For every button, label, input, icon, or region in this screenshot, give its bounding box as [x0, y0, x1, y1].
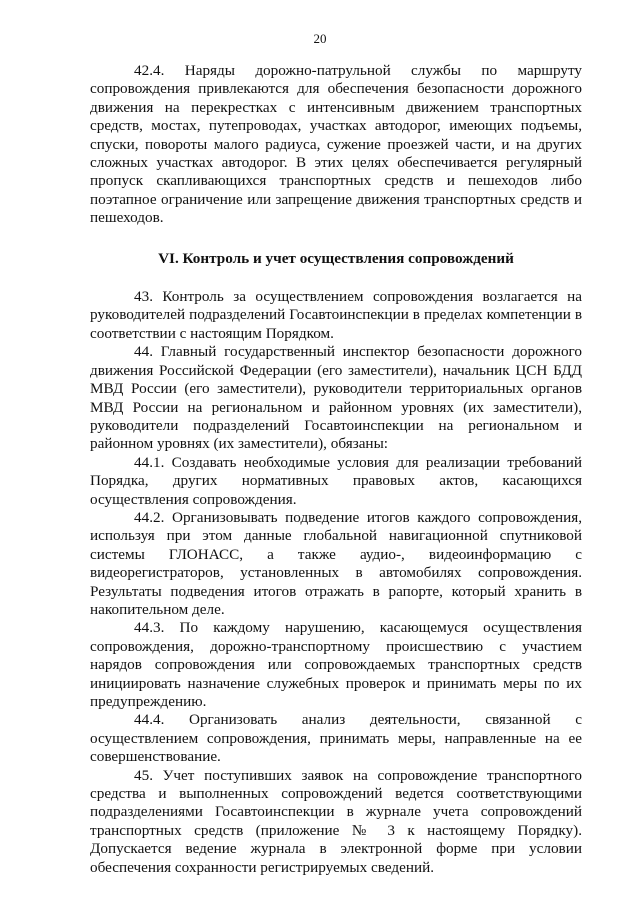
paragraph-44: 44. Главный государственный инспектор безопасности дорожного движения Российской Федерации (его заместители), начальник ЦСН БДД МВД России (его заместители), руководители территориальных органов МВД России на региональном и районном уровнях (их заместители), руководители подразделений Госавтоинспекции на региональном и районном уровнях (их заместители), обязаны:	[90, 343, 582, 453]
paragraph-42-4: 42.4. Наряды дорожно-патрульной службы по маршруту сопровождения привлекаются для обеспечения безопасности дорожного движения на перекрестках с интенсивным движением транспортных средств, мостах, путепроводах, участках автодорог, имеющих подъемы, спуски, повороты малого радиуса, сужение проезжей части, и на других сложных участках автодорог. В этих целях обеспечивается регулярный пропуск скапливающихся транспортных средств и пешеходов либо поэтапное ограничение или запрещение движения транспортных средств и пешеходов.	[90, 62, 582, 227]
paragraph-45: 45. Учет поступивших заявок на сопровождение транспортного средства и выполненных сопровождений ведется соответствующими подразделениями Госавтоинспекции в журнале учета сопровождений транспортных средств (приложение № 3 к настоящему Порядку). Допускается ведение журнала в электронной форме при условии обеспечения сохранности регистрируемых сведений.	[90, 766, 582, 876]
paragraph-44-4: 44.4. Организовать анализ деятельности, связанной с осуществлением сопровождения, принимать меры, направленные на ее совершенствование.	[90, 711, 582, 766]
paragraph-43: 43. Контроль за осуществлением сопровождения возлагается на руководителей подразделений Госавтоинспекции в пределах компетенции в соответствии с настоящим Порядком.	[90, 288, 582, 342]
paragraph-44-1: 44.1. Создавать необходимые условия для реализации требований Порядка, других нормативных правовых актов, касающихся осуществления сопровождения.	[90, 453, 582, 508]
section-heading: VI. Контроль и учет осуществления сопровождений	[158, 249, 514, 267]
page-number: 20	[313, 31, 327, 46]
paragraph-44-2: 44.2. Организовывать подведение итогов каждого сопровождения, используя при этом данные глобальной навигационной спутниковой системы ГЛОНАСС, а также аудио-, видеоинформацию с видеорегистраторов, установленных в автомобилях сопровождения. Результаты подведения итогов отражать в рапорте, который хранить в накопительном деле.	[90, 508, 582, 618]
paragraph-44-3: 44.3. По каждому нарушению, касающемуся осуществления сопровождения, дорожно-транспортному происшествию с участием нарядов сопровождения или сопровождаемых транспортных средств инициировать назначение служебных проверок и принимать меры по их предупреждению.	[90, 619, 582, 710]
document-body	[90, 62, 582, 877]
